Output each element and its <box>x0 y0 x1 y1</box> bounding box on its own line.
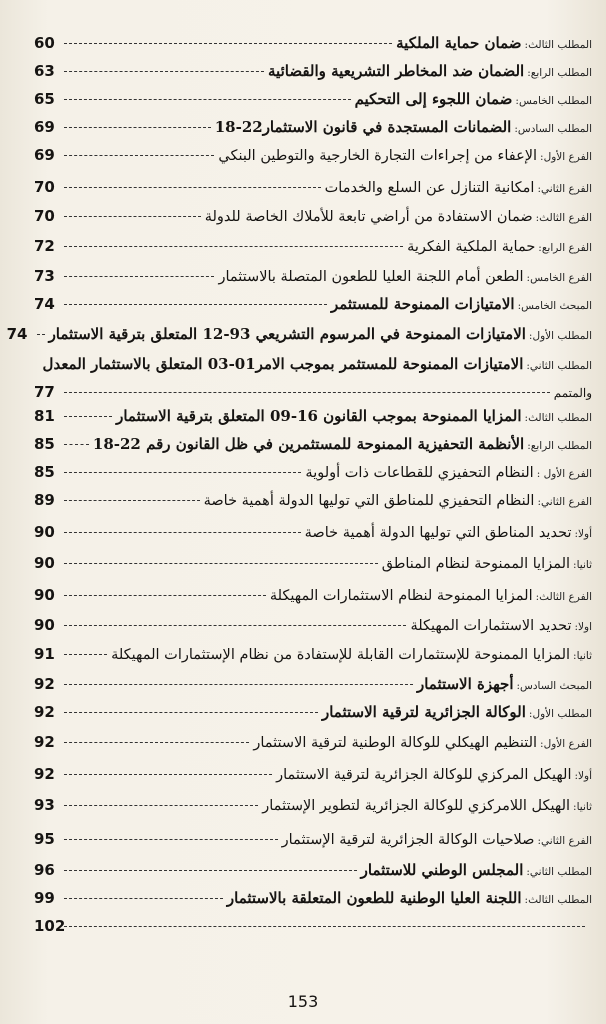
toc-entry <box>34 64 592 92</box>
toc-entry-page: 99 <box>34 889 55 907</box>
toc-entry <box>6 325 592 357</box>
toc-entry-page: 90 <box>34 616 55 634</box>
toc-entry-title: اللجنة العليا الوطنية للطعون المتعلقة بالاستثمار <box>226 889 522 907</box>
toc-entry-label: ثانيا: <box>573 650 592 662</box>
dot-leader <box>64 654 107 655</box>
toc-entry-label: الفرع الخامس: <box>526 272 592 284</box>
toc-entry-page: 102 <box>34 917 66 935</box>
toc-entry <box>34 437 592 465</box>
toc-entry-label: الفرع الثالث: <box>535 591 592 603</box>
toc-entry-label: الفرع الأول : <box>536 468 592 480</box>
toc-entry-title: التنظيم الهيكلي للوكالة الوطنية لترقية الاستثمار <box>253 735 538 751</box>
toc-entry-label: المطلب الثاني: <box>526 360 592 372</box>
dot-leader <box>37 334 45 335</box>
dot-leader <box>64 532 301 533</box>
toc-entry <box>34 556 592 588</box>
toc-entry-label: ثانيا: <box>573 559 592 571</box>
toc-entry <box>34 465 592 493</box>
toc-entry-label: المبحث الخامس: <box>517 300 592 312</box>
toc-entry-title: الإعفاء من إجراءات التجارة الخارجية والتوطين البنكي <box>218 148 538 164</box>
toc-entry-label: الفرع الأول: <box>540 151 592 163</box>
toc-entry-label: أولا: <box>574 770 592 782</box>
toc-entry-page: 74 <box>6 325 28 343</box>
toc-entry-page: 90 <box>34 554 55 572</box>
toc-entry <box>34 588 592 618</box>
dot-leader <box>64 155 214 156</box>
toc-entry <box>34 297 592 327</box>
toc-entry-title: المزايا الممنوحة لنظام الاستثمارات المهيكلة <box>269 588 533 604</box>
dot-leader <box>64 774 272 775</box>
dot-leader <box>64 472 301 473</box>
toc-entry-label: الفرع الثاني: <box>537 496 592 508</box>
toc-entry <box>34 705 592 735</box>
dot-leader <box>64 563 378 564</box>
toc-entry-title: ضمان الاستفادة من أراضي تابعة للأملاك الخاصة للدولة <box>204 209 533 225</box>
toc-entry-label: المطلب الرابع: <box>527 67 592 79</box>
dot-leader <box>64 99 351 100</box>
toc-entry-title: المزايا الممنوحة بموجب القانون 16-09 المتعلق بترقية الاستثمار <box>116 407 522 425</box>
table-of-contents <box>6 34 592 947</box>
toc-entry-title: الأنظمة التحفيزية الممنوحة للمستثمرين في ظل القانون رقم 22-18 <box>92 435 525 453</box>
dot-leader <box>64 416 112 417</box>
toc-entry-title: الهيكل اللامركزي للوكالة الجزائرية لتطوير الإستثمار <box>262 798 571 814</box>
dot-leader <box>64 392 550 393</box>
toc-entry-title: الامتيازات الممنوحة للمستثمر <box>330 295 515 313</box>
toc-entry <box>34 239 592 269</box>
dot-leader <box>64 839 278 840</box>
toc-entry-title: تحديد المناطق التي توليها الدولة أهمية خاصة <box>304 525 572 541</box>
toc-entry-title: امكانية التنازل عن السلع والخدمات <box>324 180 535 196</box>
toc-entry-page: 95 <box>34 830 55 848</box>
toc-entry <box>34 180 592 209</box>
toc-entry-title: حماية الملكية الفكرية <box>407 239 536 255</box>
dot-leader <box>64 216 201 217</box>
toc-entry-page: 85 <box>34 435 55 453</box>
toc-entry-page: 96 <box>34 861 55 879</box>
dot-leader <box>64 246 403 247</box>
toc-entry <box>34 798 592 832</box>
toc-entry <box>34 36 592 64</box>
dot-leader <box>64 684 413 685</box>
toc-entry-page: 69 <box>34 146 55 164</box>
toc-entry-label: المطلب الأول: <box>528 708 592 720</box>
toc-entry-page: 89 <box>34 491 55 509</box>
toc-entry <box>34 209 592 239</box>
toc-entry <box>34 618 592 647</box>
toc-entry-title: الطعن أمام اللجنة العليا للطعون المتصلة بالاستثمار <box>218 269 524 285</box>
toc-entry-label: المطلب الثالث: <box>524 39 592 51</box>
toc-entry-label: المطلب الثالث: <box>524 412 592 424</box>
toc-entry <box>34 647 592 677</box>
toc-entry <box>34 493 592 525</box>
toc-entry-label: المطلب الثاني: <box>526 866 592 878</box>
toc-entry-title: النظام التحفيزي للقطاعات ذات أولوية <box>305 465 534 481</box>
toc-entry <box>34 269 592 297</box>
toc-entry-title: المزايا الممنوحة لنظام المناطق <box>381 556 571 572</box>
toc-entry-page: 60 <box>34 34 55 52</box>
dot-leader <box>64 187 321 188</box>
dot-leader <box>64 870 357 871</box>
dot-leader <box>64 304 327 305</box>
toc-entry-continuation <box>34 385 592 409</box>
toc-entry-label: الفرع الثاني: <box>537 835 592 847</box>
dot-leader <box>64 127 211 128</box>
toc-entry <box>34 863 592 891</box>
toc-entry-label: المطلب الرابع: <box>527 440 592 452</box>
toc-entry-page: 63 <box>34 62 55 80</box>
dot-leader <box>64 276 214 277</box>
toc-entry <box>34 409 592 437</box>
toc-entry-title: الوكالة الجزائرية لترقية الاستثمار <box>321 703 526 721</box>
dot-leader <box>64 500 200 501</box>
dot-leader <box>64 71 264 72</box>
toc-entry-page: 90 <box>34 523 55 541</box>
toc-entry-title: تحديد الاستثمارات المهيكلة <box>410 618 572 634</box>
toc-entry-label: المطلب السادس: <box>514 123 592 135</box>
dot-leader <box>64 595 266 596</box>
toc-entry-title: ضمان اللجوء إلى التحكيم <box>354 90 513 108</box>
dot-leader <box>64 805 258 806</box>
dot-leader <box>64 43 392 44</box>
toc-entry-title: الضمانات المستجدة في قانون الاستثمار22-18 <box>214 118 512 136</box>
toc-continuation-text: والمتمم <box>553 386 592 400</box>
toc-entry-title: الامتيازات الممنوحة للمستثمر بموجب الامر01-03 المتعلق بالاستثمار المعدل <box>42 355 524 373</box>
toc-entry-label: الفرع الثاني: <box>537 183 592 195</box>
dot-leader <box>64 625 406 626</box>
toc-entry-label: الفرع الأول: <box>540 738 592 750</box>
toc-entry-page: 91 <box>34 645 55 663</box>
toc-entry-page: 69 <box>34 118 55 136</box>
toc-entry-title: أجهزة الاستثمار <box>416 675 514 693</box>
toc-entry <box>34 735 592 767</box>
dot-leader <box>64 898 223 899</box>
toc-entry <box>34 767 592 798</box>
toc-entry-title: المجلس الوطني للاستثمار <box>360 861 524 879</box>
toc-entry <box>34 120 592 148</box>
toc-entry-title: ضمان حماية الملكية <box>396 34 522 52</box>
dot-leader <box>64 926 585 927</box>
toc-entry-label: المطلب الثالث: <box>524 894 592 906</box>
toc-entry-label: المطلب الخامس: <box>515 95 592 107</box>
toc-entry-title: النظام التحفيزي للمناطق التي توليها الدولة أهمية خاصة <box>203 493 535 509</box>
toc-entry-label: اولا: <box>574 621 592 633</box>
toc-entry-title: الضمان ضد المخاطر التشريعية والقضائية <box>268 62 525 80</box>
toc-entry-title: صلاحيات الوكالة الجزائرية لترقية الإستثمار <box>281 832 535 848</box>
toc-entry <box>34 891 592 919</box>
toc-entry-page: 92 <box>34 765 55 783</box>
toc-entry-label: ثانيا: <box>573 801 592 813</box>
dot-leader <box>64 712 318 713</box>
toc-entry-label: المطلب الأول: <box>528 330 592 342</box>
toc-entry-page: 90 <box>34 586 55 604</box>
toc-entry <box>34 525 592 556</box>
toc-entry <box>34 92 592 120</box>
toc-entry-page: 70 <box>34 207 55 225</box>
toc-entry-label: أولا: <box>574 528 592 540</box>
toc-entry-label: الفرع الثالث: <box>535 212 592 224</box>
dot-leader <box>64 742 249 743</box>
toc-entry-page: 93 <box>34 796 55 814</box>
toc-entry <box>34 919 592 947</box>
toc-entry-page: 81 <box>34 407 55 425</box>
toc-entry-page: 72 <box>34 237 55 255</box>
toc-entry-label: المبحث السادس: <box>516 680 592 692</box>
dot-leader <box>64 444 89 445</box>
toc-entry-page: 73 <box>34 267 55 285</box>
toc-entry <box>34 148 592 180</box>
toc-entry-page: 77 <box>34 383 55 401</box>
toc-entry-page: 65 <box>34 90 55 108</box>
toc-entry-page: 92 <box>34 703 55 721</box>
toc-entry-label: الفرع الرابع: <box>538 242 592 254</box>
toc-entry-page: 70 <box>34 178 55 196</box>
page-number: 153 <box>287 992 319 1011</box>
toc-entry-page: 74 <box>34 295 55 313</box>
toc-entry-page: 92 <box>34 733 55 751</box>
toc-entry-page: 85 <box>34 463 55 481</box>
toc-entry-page: 92 <box>34 675 55 693</box>
toc-entry <box>34 677 592 705</box>
toc-entry-title: الهيكل المركزي للوكالة الجزائرية لترقية الاستثمار <box>276 767 572 783</box>
toc-entry-title: المزايا الممنوحة للإستثمارات القابلة للإستفادة من نظام الإستثمارات المهيكلة <box>111 647 571 663</box>
toc-entry <box>34 357 592 385</box>
toc-entry-title: الامتيازات الممنوحة في المرسوم التشريعي 93-12 المتعلق بترقية الاستثمار <box>48 325 526 343</box>
toc-entry <box>34 832 592 863</box>
